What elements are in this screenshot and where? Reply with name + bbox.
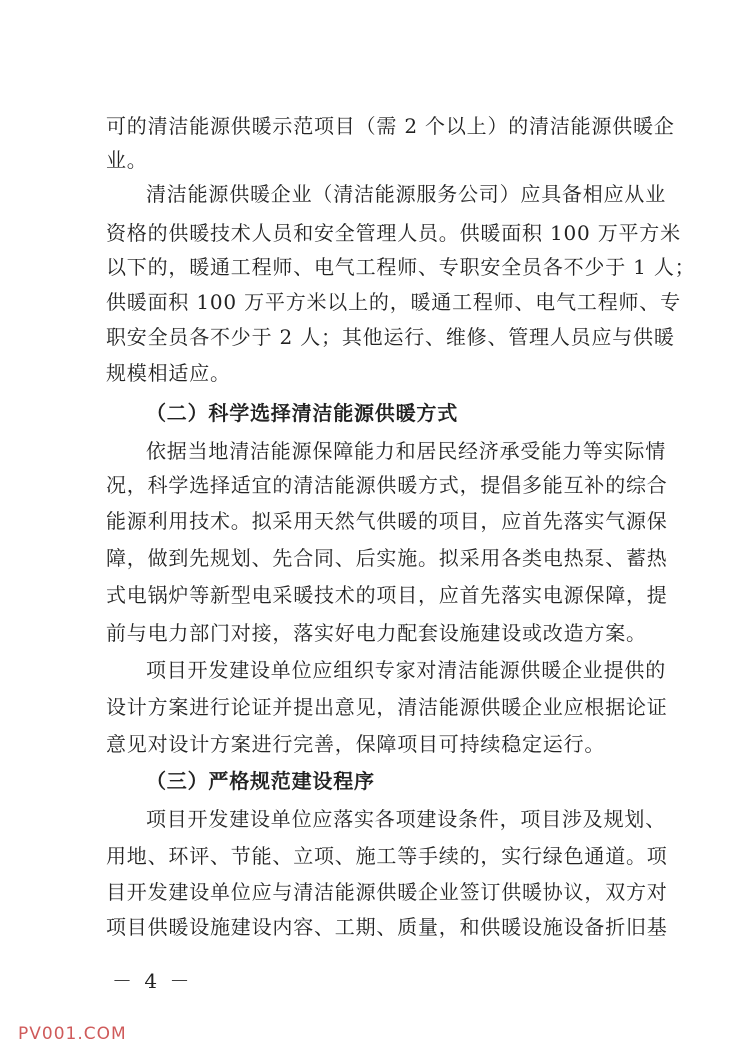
body-text-line: 资格的供暖技术人员和安全管理人员。供暖面积 100 万平方米 [106, 221, 681, 245]
paragraph-first-line: 清洁能源供暖企业（清洁能源服务公司）应具备相应从业 [146, 182, 666, 206]
body-text-line: 业。 [106, 148, 148, 172]
body-text-line: 设计方案进行论证并提出意见，清洁能源供暖企业应根据论证 [106, 695, 668, 719]
section-heading: （二）科学选择清洁能源供暖方式 [146, 401, 458, 425]
body-text-line: 供暖面积 100 万平方米以上的，暖通工程师、电气工程师、专 [106, 290, 681, 314]
paragraph-first-line: 项目开发建设单位应落实各项建设条件，项目涉及规划、 [146, 807, 666, 831]
body-text-line: 规模相适应。 [106, 361, 231, 385]
body-text-line: 目开发建设单位应与清洁能源供暖企业签订供暖协议，双方对 [106, 880, 668, 904]
body-text-line: 以下的，暖通工程师、电气工程师、专职安全员各不少于 1 人； [106, 255, 696, 279]
body-text-line: 前与电力部门对接，落实好电力配套设施建设或改造方案。 [106, 621, 647, 645]
body-text-line: 职安全员各不少于 2 人；其他运行、维修、管理人员应与供暖 [106, 325, 675, 349]
body-text-line: 式电锅炉等新型电采暖技术的项目，应首先落实电源保障，提 [106, 583, 668, 607]
watermark: PV001.COM [18, 1024, 127, 1044]
paragraph-first-line: 项目开发建设单位应组织专家对清洁能源供暖企业提供的 [146, 658, 666, 682]
body-text-line: 意见对设计方案进行完善，保障项目可持续稳定运行。 [106, 732, 606, 756]
page-number: － 4 － [112, 969, 193, 993]
body-text-line: 障，做到先规划、先合同、后实施。拟采用各类电热泵、蓄热 [106, 546, 668, 570]
section-heading: （三）严格规范建设程序 [146, 769, 375, 793]
body-text-line: 能源利用技术。拟采用天然气供暖的项目，应首先落实气源保 [106, 509, 668, 533]
paragraph-first-line: 依据当地清洁能源保障能力和居民经济承受能力等实际情 [146, 439, 666, 463]
body-text-line: 况，科学选择适宜的清洁能源供暖方式，提倡多能互补的综合 [106, 473, 668, 497]
body-text-line: 用地、环评、节能、立项、施工等手续的，实行绿色通道。项 [106, 844, 668, 868]
body-text-line: 可的清洁能源供暖示范项目（需 2 个以上）的清洁能源供暖企 [106, 114, 675, 138]
body-text-line: 项目供暖设施建设内容、工期、质量，和供暖设施设备折旧基 [106, 915, 668, 939]
